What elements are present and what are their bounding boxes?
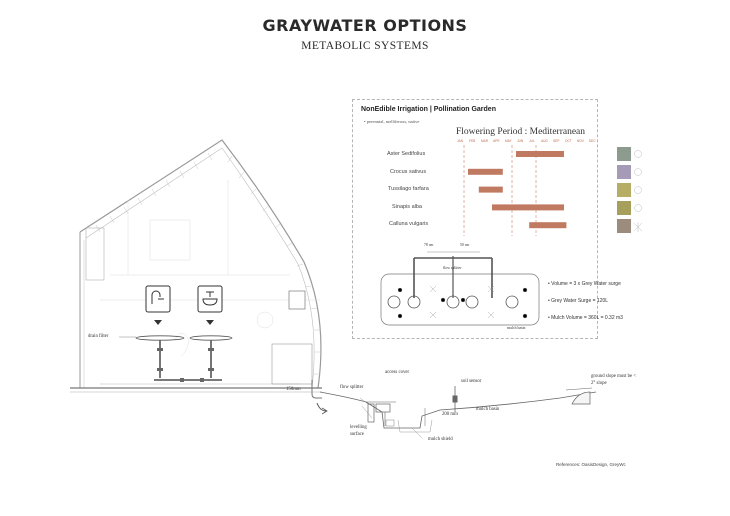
flower-symbol-icon [635, 169, 642, 176]
month-label: JAN [457, 139, 464, 143]
section-mulch-basin-label: mulch basin [476, 407, 500, 412]
mulch-basin-plan [381, 252, 539, 325]
mulch-basin-section [320, 386, 596, 438]
month-label: APR [493, 139, 500, 143]
page-title: GRAYWATER OPTIONS [262, 16, 468, 35]
plant-label: Sinapis alba [392, 204, 422, 210]
month-label: JUN [517, 139, 524, 143]
flowering-bar [529, 222, 566, 228]
page-subtitle: METABOLIC SYSTEMS [301, 40, 429, 52]
mulch-shield-label: mulch shield [428, 437, 453, 442]
ground-slope-label-2: 2° slope [591, 381, 607, 386]
plant-photo [617, 147, 631, 161]
flower-symbol-icon [635, 205, 642, 212]
plant-label: Aster Sedifolius [387, 151, 426, 157]
plan-flow-splitter-label: flow splitter [443, 266, 462, 270]
ground-slope-label: ground slope must be < [591, 374, 637, 379]
plant-photo [617, 219, 631, 233]
panel-title: NonEdible Irrigation | Pollination Garden [361, 106, 496, 113]
flowering-bar [479, 187, 503, 193]
plant-photo [617, 165, 631, 179]
month-label: FEB [469, 139, 476, 143]
dimension-200mm-label: 200 mm [442, 412, 458, 417]
flower-symbol-icon [635, 151, 642, 158]
dimension-150mm-label: 150mm [286, 387, 301, 392]
asterisk-symbol-icon [634, 222, 642, 232]
month-label: AUG [541, 139, 548, 143]
soil-sensor-label: soil sensor [461, 379, 482, 384]
month-label: MAR [481, 139, 489, 143]
access-cover-label: access cover [385, 370, 410, 375]
month-label: MAY [505, 139, 512, 143]
stat-mulch-volume: • Mulch Volume = 360L = 0.32 m3 [548, 315, 623, 321]
plant-label: Tussilago farfara [388, 186, 429, 192]
flowering-bar [516, 151, 564, 157]
chart-title: Flowering Period : Mediterranean [456, 127, 586, 137]
plant-label: Calluna vulgaris [389, 221, 429, 227]
stat-volume: • Volume = 3 x Grey Water surge [548, 281, 621, 287]
month-label: DEC [589, 139, 596, 143]
flower-symbol-icon [635, 187, 642, 194]
panel-subtitle: • perennial, melliferous, native [364, 119, 420, 124]
month-label: OCT [565, 139, 572, 143]
stat-surge: • Grey Water Surge = 120L [548, 298, 609, 304]
plant-photo [617, 201, 631, 215]
month-label: NOV [577, 139, 584, 143]
levelling-surface-label: levelling [350, 425, 367, 430]
drain-filter-label: drain filter [88, 334, 109, 339]
flowering-bar [492, 204, 564, 210]
plant-photo [617, 183, 631, 197]
plan-mulch-basin-label: mulch basin [507, 326, 526, 330]
levelling-surface-label-2: surface [350, 432, 364, 437]
month-label: SEP [553, 139, 560, 143]
flowering-bar [468, 169, 503, 175]
plan-dimension-left: 78 cm [424, 243, 434, 247]
plan-dimension-right: 50 cm [460, 243, 470, 247]
references: References: OasisDesign, GreyWc [556, 462, 626, 467]
plant-label: Crocus sativus [390, 169, 427, 175]
section-flow-splitter-label: flow splitter [340, 385, 364, 390]
month-label: JUL [529, 139, 535, 143]
